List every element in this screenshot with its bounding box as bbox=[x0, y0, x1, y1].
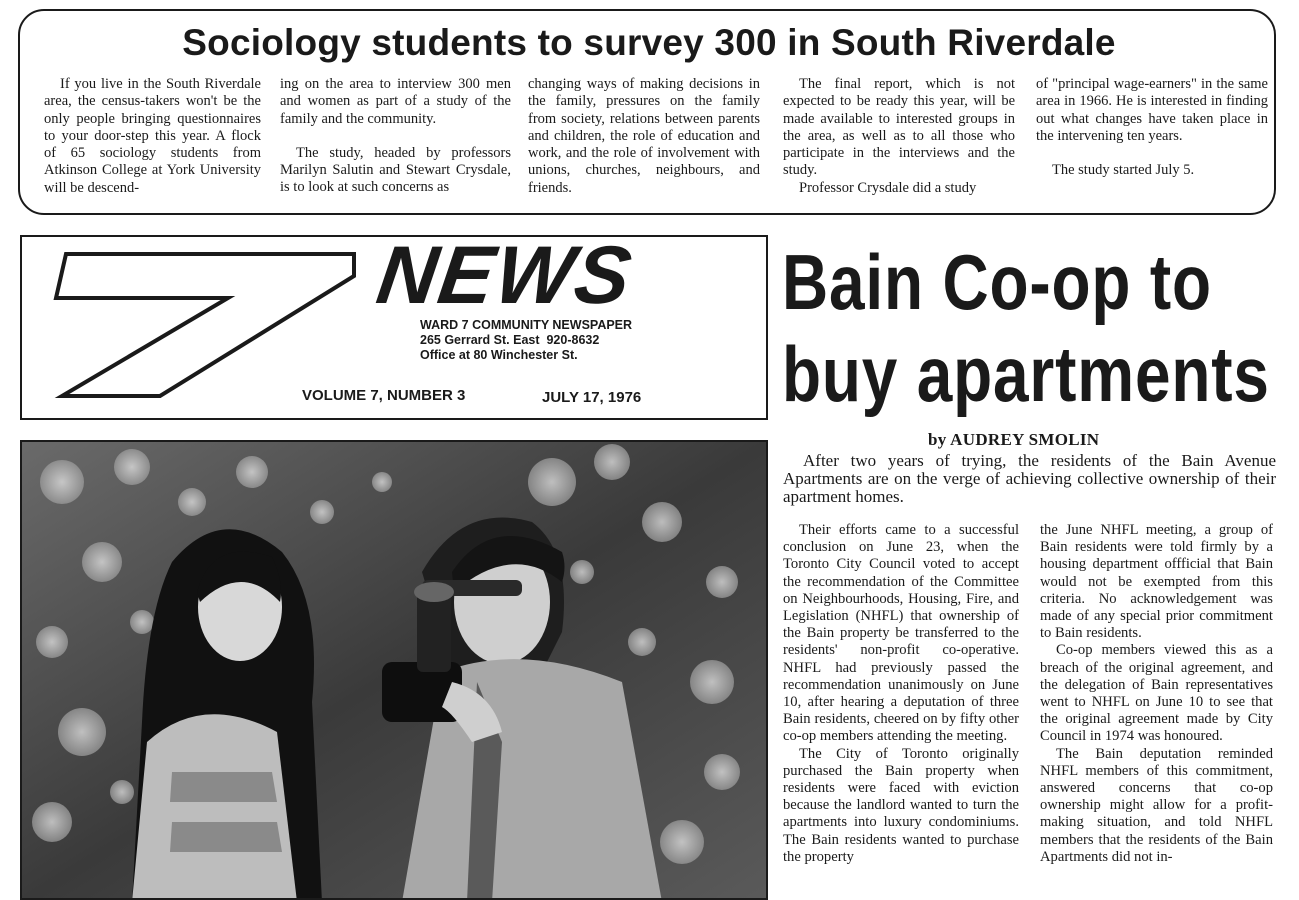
bain-headline bbox=[782, 236, 1270, 420]
masthead-date: JULY 17, 1976 bbox=[542, 389, 642, 406]
bain-col1-p2: The City of Toronto originally purchased the Bain property when residents were faced with eviction because the landlord wanted to turn the apartments into luxury condominiums. The Bain residents wanted to purchase the property bbox=[783, 745, 1019, 865]
masthead-office: Office at 80 Winchester St. bbox=[420, 348, 578, 362]
bain-col2-p2: Co-op members viewed this as a breach of the original agreement, and the delegation of Bain representatives went to NHFL on June 10 to see that the original agreement made by City Council in 1974 was honoured. bbox=[1040, 642, 1273, 745]
sociology-column-5 bbox=[1036, 76, 1268, 179]
sociology-col4-p1: The final report, which is not expected to be ready this year, will be made available to interested groups in the area, as well as to all those who participate in the interviews and the study. bbox=[783, 76, 1015, 179]
masthead-address: 265 Gerrard St. East bbox=[420, 333, 540, 347]
sociology-headline: Sociology students to survey 300 in South Riverdale bbox=[182, 22, 1116, 63]
bain-column-1 bbox=[783, 522, 1019, 896]
sociology-column-4 bbox=[783, 76, 1015, 197]
bain-column-2 bbox=[1040, 522, 1273, 896]
bain-byline: by AUDREY SMOLIN bbox=[928, 430, 1100, 449]
masthead-subtitle: WARD 7 COMMUNITY NEWSPAPER bbox=[420, 318, 633, 332]
masthead-address-line bbox=[420, 333, 632, 348]
sociology-col1-p1: If you live in the South Riverdale area, the census-takers won't be the only people bringing questionnaires to your door-step this year. A flock of 65 sociology students from Atkinson College at York University will be descend- bbox=[44, 76, 261, 196]
sociology-col3-p1: changing ways of making decisions in the family, pressures on the family from society, relations between parents and children, the role of education and work, and the role of involvement with unions, churches, neighbours, and friends. bbox=[528, 76, 760, 196]
bain-headline-line1: Bain Co-op to bbox=[782, 238, 1212, 326]
sociology-col2-p2: The study, headed by professors Marilyn Salutin and Stewart Crysdale, is to look at such concerns as bbox=[280, 144, 511, 196]
bain-col2-p3: The Bain deputation reminded NHFL members of this commitment, answered concerns that co-op ownership might allow for a profit-making situation, and told NHFL members that the residents of the Bain Apartments did not in- bbox=[1040, 745, 1273, 865]
bain-headline-line2: buy apartments bbox=[782, 330, 1270, 418]
bain-col2-p1: the June NHFL meeting, a group of Bain residents were told firmly by a housing department offficial that Bain would not be exempted from this criteria. No acknowledgement was made of any special prior commitment to Bain residents. bbox=[1040, 522, 1273, 642]
masthead-news-title: NEWS bbox=[371, 230, 639, 321]
photo-two-people-with-camera bbox=[22, 442, 768, 900]
masthead-seven-logo bbox=[48, 248, 368, 403]
sociology-column-2 bbox=[280, 76, 511, 197]
sociology-col4-p2: Professor Crysdale did a study bbox=[799, 179, 977, 196]
sociology-col5-p2: The study started July 5. bbox=[1052, 162, 1195, 179]
front-page-photo bbox=[20, 440, 768, 900]
masthead-volume: VOLUME 7, NUMBER 3 bbox=[302, 387, 466, 404]
sociology-column-1 bbox=[44, 76, 261, 197]
bain-lead: After two years of trying, the residents of the Bain Avenue Apartments are on the verge of achieving collective ownership of their apartment homes. bbox=[783, 451, 1276, 506]
masthead-seven-text: 7 bbox=[48, 248, 49, 249]
masthead-phone: 920-8632 bbox=[546, 333, 600, 347]
sociology-col5-p1: of "principal wage-earners" in the same area in 1966. He is interested in finding out what changes have taken place in the intervening ten years. bbox=[1036, 76, 1268, 144]
sociology-column-3 bbox=[528, 76, 760, 197]
sociology-col2-p1: ing on the area to interview 300 men and women as part of a study of the family and the community. bbox=[280, 76, 511, 127]
bain-col1-p1: Their efforts came to a successful conclusion on June 23, when the Toronto City Council voted to accept the recommendation of the Committee on Neighbourhoods, Housing, Fire, and Legislation (NHFL) that ownership of the Bain property be transferred to the residents' non-profit co-operative. NHFL had previously passed the recommendation unanimously on June 10, after hearing a deputation of three Bain residents, cheered on by fifty other co-op members attending the meeting. bbox=[783, 522, 1019, 745]
masthead-info bbox=[420, 318, 632, 363]
